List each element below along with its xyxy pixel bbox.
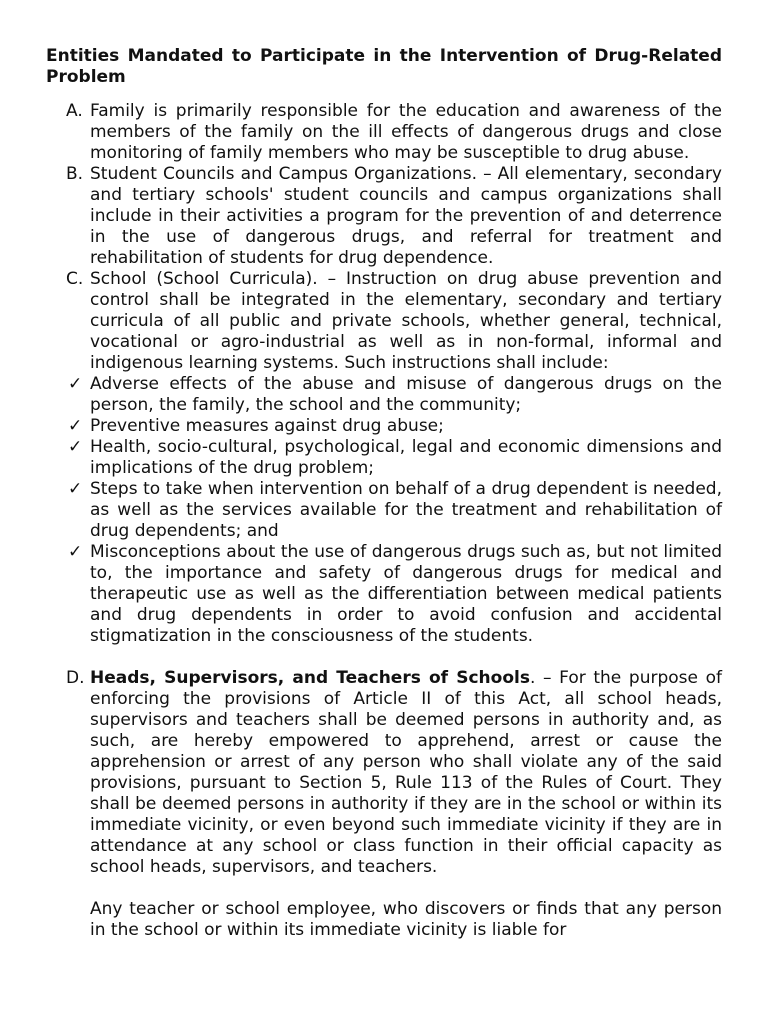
checklist-item-text: Preventive measures against drug abuse; xyxy=(90,416,444,436)
body-paragraph: Any teacher or school employee, who discovers or finds that any person in the school or within its immediate vicinity is liable for xyxy=(90,899,722,940)
checklist-item-text: Steps to take when intervention on behalf of a drug dependent is needed, as well as the services available for the treatment and rehabilitation of drug dependents; and xyxy=(90,479,722,541)
checklist-item xyxy=(46,416,722,437)
list-marker: C. xyxy=(66,269,84,289)
checklist-item xyxy=(46,374,722,416)
checkmark-icon: ✓ xyxy=(68,437,83,457)
list-item-a xyxy=(46,101,722,164)
spacer xyxy=(46,647,722,668)
list-marker: D. xyxy=(66,668,85,688)
list-marker: A. xyxy=(66,101,83,121)
checklist-item-text: Adverse effects of the abuse and misuse of dangerous drugs on the person, the family, the school and the community; xyxy=(90,374,722,415)
checkmark-icon: ✓ xyxy=(68,416,83,436)
list-item-c xyxy=(46,269,722,374)
checklist-item xyxy=(46,437,722,479)
checkmark-icon: ✓ xyxy=(68,374,83,394)
list-item-text: . – For the purpose of enforcing the provisions of Article II of this Act, all school heads, supervisors and teachers shall be deemed persons in authority and, as such, are hereby empowered to apprehend, arrest or cause the apprehension or arrest of any person who shall violate any of the said provisions, pursuant to Section 5, Rule 113 of the Rules of Court. They shall be deemed persons in authority if they are in the school or within its immediate vicinity, or even beyond such immediate vicinity if they are in attendance at any school or class function in their official capacity as school heads, supervisors, and teachers. xyxy=(90,668,722,877)
checklist-item xyxy=(46,542,722,647)
list-marker: B. xyxy=(66,164,84,184)
list-item-text: School (School Curricula). – Instruction on drug abuse prevention and control shall be integrated in the elementary, secondary and tertiary curricula of all public and private schools, whether general, technical, vocational or agro-industrial as well as in non-formal, informal and indigenous learning systems. Such instructions shall include: xyxy=(90,269,722,373)
document-page xyxy=(46,46,722,941)
list-item-b xyxy=(46,164,722,269)
checkmark-icon: ✓ xyxy=(68,542,83,562)
list-item-d xyxy=(46,668,722,878)
checklist-item xyxy=(46,479,722,542)
section-heading: Heads, Supervisors, and Teachers of Schools xyxy=(90,668,530,688)
spacer xyxy=(46,878,722,899)
list-item-text: Student Councils and Campus Organizations. – All elementary, secondary and tertiary schools' student councils and campus organizations shall include in their activities a program for the prevention of and deterrence in the use of dangerous drugs, and referral for treatment and rehabilitation of students for drug dependence. xyxy=(90,164,722,268)
list-item-text: Family is primarily responsible for the education and awareness of the members of the family on the ill effects of dangerous drugs and close monitoring of family members who may be susceptible to drug abuse. xyxy=(90,101,722,163)
checklist-item-text: Misconceptions about the use of dangerous drugs such as, but not limited to, the importance and safety of dangerous drugs for medical and therapeutic use as well as the differentiation between medical patients and drug dependents in order to avoid confusion and accidental stigmatization in the consciousness of the students. xyxy=(90,542,722,646)
checklist-item-text: Health, socio-cultural, psychological, legal and economic dimensions and implications of the drug problem; xyxy=(90,437,722,478)
document-title: Entities Mandated to Participate in the Intervention of Drug-Related Problem xyxy=(46,46,722,87)
checkmark-icon: ✓ xyxy=(68,479,83,499)
